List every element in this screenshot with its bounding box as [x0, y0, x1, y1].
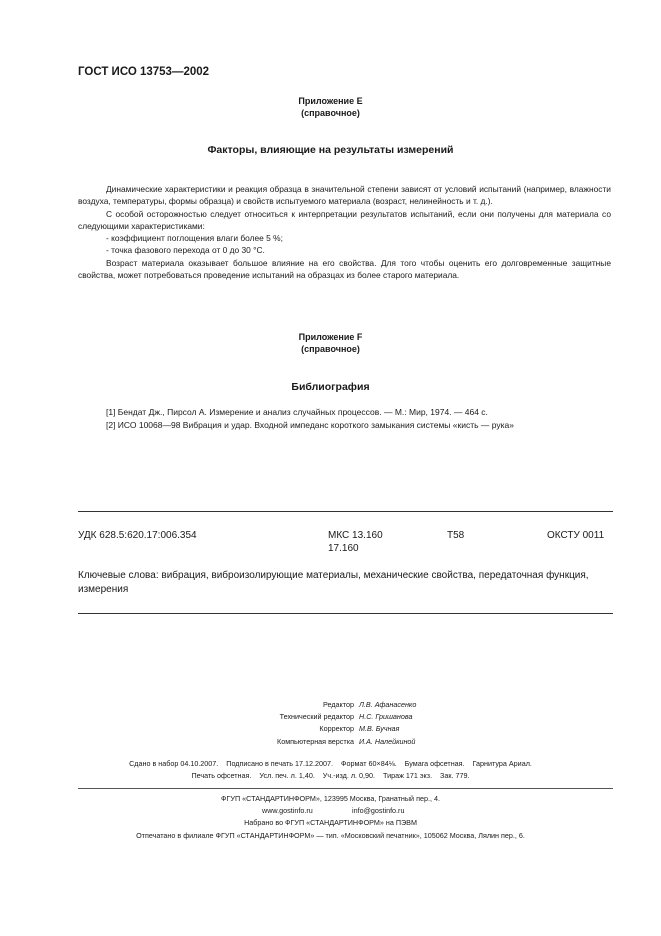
- staff-name: Н.С. Гришанова: [359, 712, 413, 722]
- printed-at-info: Отпечатано в филиале ФГУП «СТАНДАРТИНФОРМ» — тип. «Московский печатник», 105062 Москва, Лялин пер., 6.: [136, 831, 525, 840]
- list-item-1: - коэффициент поглощения влаги более 5 %;: [106, 233, 283, 244]
- divider-top: [78, 511, 613, 512]
- staff-row: [0, 723, 661, 735]
- publisher-email[interactable]: info@gostinfo.ru: [352, 806, 405, 815]
- list-item-2: - точка фазового перехода от 0 до 30 °С.: [106, 245, 265, 256]
- appendix-e-subtitle: (справочное): [301, 108, 360, 118]
- divider-print: [78, 788, 613, 789]
- staff-row: [0, 711, 661, 723]
- keywords: Ключевые слова: вибрация, виброизолирующие материалы, механические свойства, передаточная функция, измерения: [78, 570, 589, 595]
- staff-role: Редактор: [323, 700, 354, 709]
- staff-row: [0, 736, 661, 748]
- bibliography-heading: Библиография: [291, 381, 370, 393]
- appendix-f-subtitle: (справочное): [301, 344, 360, 354]
- paragraph-3: Возраст материала оказывает большое влияние на его свойства. Для того чтобы оценить его долговременные защитные свойства, может потребоваться проведение испытаний на образцах из более старого материала.: [78, 257, 611, 281]
- staff-list: [0, 699, 661, 748]
- appendix-e-heading: Факторы, влияющие на результаты измерений: [207, 144, 454, 156]
- t-code: Т58: [447, 530, 465, 541]
- appendix-e-body: [78, 183, 611, 281]
- mks-code-2: 17.160: [328, 543, 359, 554]
- staff-role: Компьютерная верстка: [277, 736, 354, 746]
- document-code: ГОСТ ИСО 13753—2002: [78, 66, 210, 78]
- divider-bottom: [78, 613, 613, 614]
- paragraph-1: Динамические характеристики и реакция образца в значительной степени зависят от условий испытаний (например, влажности воздуха, температуры, формы образца) и свойств испытуемого материала (возраст, нелинейность и т. д.).: [78, 184, 611, 207]
- appendix-e-title: Приложение E: [298, 96, 363, 106]
- print-info-line-2: Печать офсетная. Усл. печ. л. 1,40. Уч.-изд. л. 0,90. Тираж 171 экз. Зак. 779.: [191, 771, 470, 780]
- typeset-info: Набрано во ФГУП «СТАНДАРТИНФОРМ» на ПЭВМ: [244, 818, 417, 827]
- staff-row: [0, 699, 661, 711]
- staff-name: М.В. Бучная: [359, 724, 400, 734]
- publisher-address: ФГУП «СТАНДАРТИНФОРМ», 123995 Москва, Гранатный пер., 4.: [221, 794, 440, 803]
- print-info-line-1: Сдано в набор 04.10.2007. Подписано в печать 17.12.2007. Формат 60×84⅛. Бумага офсетная. Гарнитура Ариал.: [129, 759, 532, 768]
- staff-role: Корректор: [319, 724, 354, 734]
- paragraph-2: С особой осторожностью следует относиться к интерпретации результатов испытаний, если они получены для материала со следующими характеристиками:: [78, 208, 611, 231]
- mks-code-1: МКС 13.160: [328, 530, 383, 541]
- bibliography-ref-1: [1] Бендат Дж., Пирсол А. Измерение и анализ случайных процессов. — М.: Мир, 1974. — 464 с.: [106, 407, 488, 417]
- bibliography-list: [106, 406, 514, 431]
- bibliography-ref-2: [2] ИСО 10068—98 Вибрация и удар. Входной импеданс короткого замыкания системы «кисть — рука»: [106, 419, 515, 430]
- staff-name: И.А. Налейкиной: [359, 736, 416, 746]
- appendix-f-title: Приложение F: [298, 332, 363, 342]
- publisher-website[interactable]: www.gostinfo.ru: [262, 806, 313, 815]
- okstu-code: ОКСТУ 0011: [547, 530, 605, 541]
- staff-name: Л.В. Афанасенко: [359, 700, 417, 709]
- udk-code: УДК 628.5:620.17:006.354: [78, 530, 197, 541]
- staff-role: Технический редактор: [279, 712, 354, 722]
